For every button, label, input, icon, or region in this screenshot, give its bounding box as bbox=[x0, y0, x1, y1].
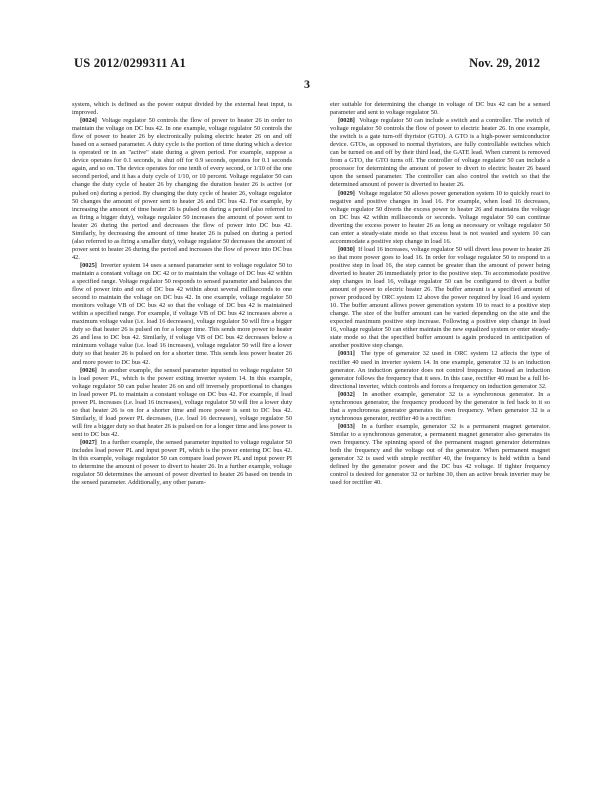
paragraph-number: [0024] bbox=[80, 117, 97, 125]
paragraph bbox=[330, 190, 550, 246]
paragraph-text: In another example, generator 32 is a synchronous generator. In a synchronous generator, the frequency produced by the generator is fed back to it so that a synchronous generator generates its own frequency. When generator 32 is a synchronous generator, rectifier 40 is a rectifier. bbox=[330, 390, 550, 422]
paragraph-text: eter suitable for determining the change in voltage of DC bus 42 can be a sensed parameter and sent to voltage regulator 50. bbox=[330, 101, 550, 117]
paragraph bbox=[330, 117, 550, 189]
paragraph-number: [0028] bbox=[338, 117, 355, 125]
paragraph bbox=[330, 101, 550, 117]
paragraph bbox=[330, 391, 550, 423]
page-header bbox=[74, 56, 540, 76]
paragraph-text: Voltage regulator 50 controls the flow of power to heater 26 in order to maintain the voltage on DC bus 42. In one example, voltage regulator 50 controls the flow of power to heater 26 by electronically pulsing electric heater 26 on and off based on a sensed parameter. A duty cycle is the portion of time during which a device is operated or in an "active" state during a given period. For example, suppose a device operates for 0.1 seconds, is shut off for 0.9 seconds, operates for 0.1 seconds again, and so on. The device operates for one tenth of every second, or 1/10 of the one second period, and it has a duty cycle of 1/10, or 10 percent. Voltage regulator 50 can change the duty cycle of heater 26 by changing the duration heater 26 is active (or pulsed on) during a period. By changing the duty cycle of heater 26, voltage regulator 50 changes the amount of power sent to heater 26 and DC bus 42. For example, by increasing the amount of time heater 26 is pulsed on during a period (also referred to as firing a bigger duty), voltage regulator 50 increases the amount of power sent to heater 26 during the period and decreases the flow of power into DC bus 42. Similarly, by decreasing the amount of time heater 26 is pulsed on during a period (also referred to as firing a smaller duty), voltage regulator 50 decreases the amount of power sent to heater 26 during the period and increases the flow of power into DC bus 42. bbox=[72, 117, 292, 261]
paragraph-text: system, which is defined as the power output divided by the external heat input, is improved. bbox=[72, 101, 292, 117]
paragraph bbox=[330, 423, 550, 487]
left-column bbox=[72, 101, 292, 761]
paragraph bbox=[72, 117, 292, 262]
paragraph bbox=[330, 350, 550, 390]
paragraph bbox=[72, 101, 292, 117]
paragraph-number: [0029] bbox=[338, 189, 355, 197]
paragraph-number: [0031] bbox=[338, 350, 355, 358]
paragraph-number: [0025] bbox=[80, 261, 97, 269]
paragraph-text: In another example, the sensed parameter inputted to voltage regulator 50 is load power PL, which is the power exiting inverter system 14. In this example, voltage regulator 50 can pulse heater 26 on and off inversely proportional to changes in load power PL to maintain a constant voltage on DC bus 42. For example, if load power PL increases (i.e. load 16 increases), voltage regulator 50 will fire a lower duty so that heater 26 is on for a shorter time and more power is sent to DC bus 42. Similarly, if load power PL decreases, (i.e. load 16 decreases), voltage regulator 50 will fire a bigger duty so that heater 26 is pulsed on for a longer time and less power is sent to DC bus 42. bbox=[72, 366, 292, 438]
paragraph bbox=[72, 439, 292, 487]
paragraph-text: Inverter system 14 uses a sensed parameter sent to voltage regulator 50 to maintain a constant voltage on DC 42 or to maintain the voltage of DC bus 42 within a specified range. Voltage regulator 50 responds to sensed parameter and balances the flow of power into and out of DC bus 42 within about several milliseconds to one second to maintain the voltage on DC bus 42. In one example, voltage regulator 50 monitors voltage VB of DC bus 42 so that the voltage of DC bus 42 is maintained within a specified range. For example, if voltage VB of DC bus 42 increases above a maximum voltage value (i.e. load 16 decreases), voltage regulator 50 will fire a bigger duty so that heater 26 is pulsed on for a longer time. This sends more power to heater 26 and less to DC bus 42. Similarly, if voltage VB of DC bus 42 decreases below a minimum voltage value (i.e. load 16 increases), voltage regulator 50 will fire a lower duty so that heater 26 is pulsed on for a shorter time. This sends less power heater 26 and more power to DC bus 42. bbox=[72, 261, 292, 366]
right-column bbox=[330, 101, 550, 761]
paragraph-number: [0033] bbox=[338, 422, 355, 430]
paragraph-text: If load 16 increases, voltage regulator 50 will divert less power to heater 26 so that more power goes to load 16. In order for voltage regulator 50 to respond to a positive step in load 16, the step cannot be greater than the amount of power being diverted to heater 26 immediately prior to the positive step. To accommodate positive step changes in load 16, voltage regulator 50 can be configured to divert a buffer amount of power to electric heater 26. The buffer amount is a specified amount of power produced by ORC system 12 above the power required by load 16 and system 10. The buffer amount allows power generation system 10 to react to a positive step change. The size of the buffer amount can be varied depending on the site and the expected maximum positive step increase. Following a positive step change in load 16, voltage regulator 50 can either maintain the new equalized system or enter steady-state mode so that the specified buffer amount is again produced in anticipation of another positive step change. bbox=[330, 245, 550, 350]
paragraph bbox=[72, 367, 292, 439]
paragraph-number: [0026] bbox=[80, 366, 97, 374]
publication-number: US 2012/0299311 A1 bbox=[74, 56, 186, 70]
paragraph bbox=[72, 262, 292, 367]
paragraph-text: In a further example, the sensed parameter inputted to voltage regulator 50 includes load power PL and input power PI, which is the power entering DC bus 42. In this example, voltage regulator 50 can compare load power PL and input power PI to determine the amount of power to divert to heater 26. In a further example, voltage regulator 50 determines the amount of power diverted to heater 26 based on trends in the sensed parameter. Additionally, any other param- bbox=[72, 438, 292, 487]
paragraph-text: Voltage regulator 50 can include a switch and a controller. The switch of voltage regulator 50 controls the flow of power to electric heater 26. In one example, the switch is a gate turn-off thyristor (GTO). A GTO is a high-power semiconductor device. GTOs, as opposed to normal thyristors, are fully controllable switches which can be turned on and off by their third lead, the GATE lead. When current is removed from a GTO, the GTO turns off. The controller of voltage regulator 50 can include a processor for determining the amount of power to divert to electric heater 26 based upon the sensed parameter. The controller can also control the switch so that the determined amount of power is diverted to heater 26. bbox=[330, 117, 550, 189]
publication-date: Nov. 29, 2012 bbox=[469, 56, 540, 70]
paragraph-text: Voltage regulator 50 allows power generation system 10 to quickly react to negative and positive changes in load 16. For example, when load 16 decreases, voltage regulator 50 diverts the excess power to heater 26 and maintains the voltage on DC bus 42 within milliseconds or seconds. Voltage regulator 50 can continue diverting the excess power to heater 26 as long as necessary or voltage regulator 50 can enter a steady-state mode so that excess heat is not wasted and system 10 can accommodate a positive step change in load 16. bbox=[330, 189, 550, 245]
paragraph-text: The type of generator 32 used in ORC system 12 affects the type of rectifier 40 used in inverter system 14. In one example, generator 32 is an induction generator. An induction generator does not control frequency. Instead an induction generator follows the frequency that it sees. In this case, rectifier 40 must be a full bi-directional inverter, which controls and forces a frequency on induction generator 32. bbox=[330, 350, 550, 390]
paragraph-number: [0032] bbox=[338, 390, 355, 398]
paragraph-text: In a further example, generator 32 is a permanent magnet generator. Similar to a synchronous generator, a permanent magnet generator also generates its own frequency. The spinning speed of the permanent magnet generator determines both the frequency and the voltage out of the generator. When permanent magnet generator 32 is used with simple rectifier 40, the frequency is held within a band defined by the generator power and the DC bus 42 voltage. If tighter frequency control is desired for generator 32 or turbine 30, then an active break inverter may be used for rectifier 40. bbox=[330, 422, 550, 487]
paragraph-number: [0027] bbox=[80, 438, 97, 446]
paragraph-number: [0030] bbox=[338, 245, 355, 253]
paragraph bbox=[330, 246, 550, 351]
page-number: 3 bbox=[304, 77, 310, 91]
